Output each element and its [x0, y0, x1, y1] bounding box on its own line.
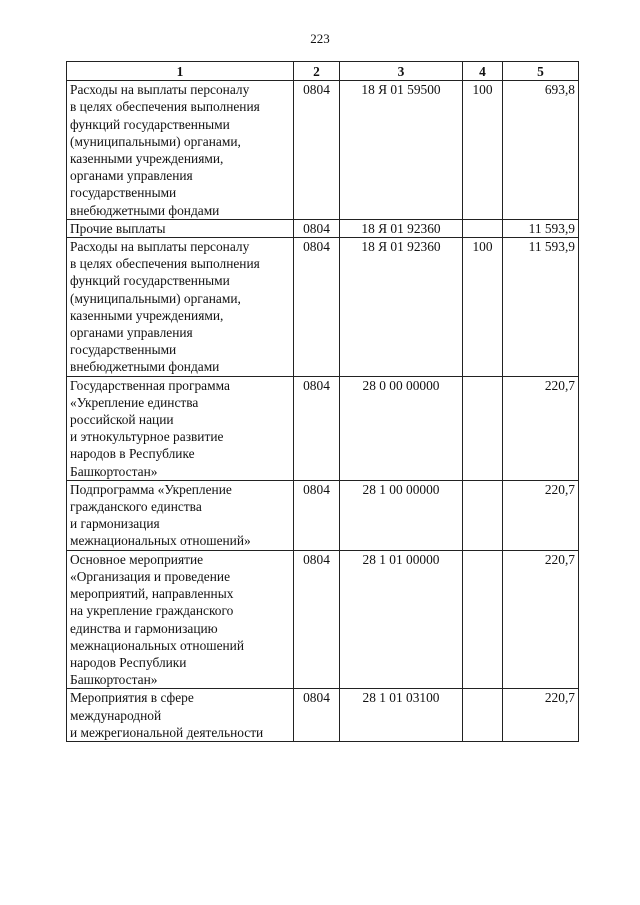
row-amount: 693,8: [503, 81, 579, 220]
row-name-line: мероприятий, направленных: [70, 586, 234, 602]
header-col-3: 3: [340, 62, 463, 81]
row-name: [67, 689, 294, 742]
row-name-line: казенными учреждениями,: [70, 151, 224, 167]
row-name-line: единства и гармонизацию: [70, 620, 218, 636]
page-number: 223: [310, 31, 330, 46]
row-name-line: (муниципальными) органами,: [70, 290, 241, 306]
row-name-line: функций государственными: [70, 273, 230, 289]
table-row: [67, 376, 579, 480]
row-name-line: Мероприятия в сфере: [70, 690, 194, 706]
row-name-line: и межрегиональной деятельности: [70, 724, 264, 740]
row-name-line: межнациональных отношений: [70, 637, 245, 653]
row-amount: 220,7: [503, 376, 579, 480]
row-section: 0804: [294, 376, 340, 480]
row-name-line: органами управления: [70, 325, 193, 341]
row-section: 0804: [294, 219, 340, 237]
row-target-code: 28 0 00 00000: [340, 376, 463, 480]
header-col-4: 4: [463, 62, 503, 81]
row-expense-type: [463, 480, 503, 550]
row-name-line: Башкортостан»: [70, 672, 158, 688]
row-name-line: внебюджетными фондами: [70, 202, 220, 218]
row-name-line: «Укрепление единства: [70, 394, 199, 410]
row-name: [67, 81, 294, 220]
row-target-code: 28 1 01 00000: [340, 550, 463, 689]
row-target-code: 18 Я 01 59500: [340, 81, 463, 220]
row-section: 0804: [294, 689, 340, 742]
row-section: 0804: [294, 480, 340, 550]
row-name: [67, 480, 294, 550]
row-expense-type: [463, 689, 503, 742]
row-name-line: «Организация и проведение: [70, 568, 231, 584]
header-col-5: 5: [503, 62, 579, 81]
row-target-code: 28 1 01 03100: [340, 689, 463, 742]
row-name-line: органами управления: [70, 168, 193, 184]
row-name-line: казенными учреждениями,: [70, 307, 224, 323]
row-name-line: народов Республики: [70, 654, 187, 670]
row-section: 0804: [294, 238, 340, 377]
row-name-line: (муниципальными) органами,: [70, 133, 241, 149]
row-name-line: народов в Республике: [70, 446, 195, 462]
row-amount: 220,7: [503, 550, 579, 689]
table-row: [67, 550, 579, 689]
row-name-line: государственными: [70, 185, 177, 201]
row-name: [67, 219, 294, 237]
row-name-line: Подпрограмма «Укрепление: [70, 481, 232, 497]
row-amount: 220,7: [503, 480, 579, 550]
row-name-line: и этнокультурное развитие: [70, 429, 224, 445]
row-amount: 11 593,9: [503, 219, 579, 237]
row-expense-type: 100: [463, 81, 503, 220]
row-name-line: гражданского единства: [70, 499, 202, 515]
row-name-line: Основное мероприятие: [70, 551, 204, 567]
row-expense-type: [463, 376, 503, 480]
row-section: 0804: [294, 550, 340, 689]
row-name: [67, 376, 294, 480]
row-target-code: 28 1 00 00000: [340, 480, 463, 550]
table-row: [67, 689, 579, 742]
row-name-line: межнациональных отношений»: [70, 533, 251, 549]
row-name-line: российской нации: [70, 412, 174, 428]
budget-table: [66, 61, 579, 742]
table-row: [67, 81, 579, 220]
row-name-line: функций государственными: [70, 116, 230, 132]
row-name-line: Расходы на выплаты персоналу: [70, 82, 250, 98]
row-name-line: в целях обеспечения выполнения: [70, 256, 260, 272]
row-section: 0804: [294, 81, 340, 220]
row-name-line: Расходы на выплаты персоналу: [70, 239, 250, 255]
row-name-line: в целях обеспечения выполнения: [70, 99, 260, 115]
table-row: [67, 480, 579, 550]
row-name-line: и гармонизация: [70, 516, 160, 532]
table-header: [67, 62, 579, 81]
row-name-line: Прочие выплаты: [70, 220, 166, 236]
row-name-line: на укрепление гражданского: [70, 603, 234, 619]
table-row: [67, 219, 579, 237]
row-name-line: внебюджетными фондами: [70, 359, 220, 375]
table-row: [67, 238, 579, 377]
row-expense-type: [463, 219, 503, 237]
row-name-line: Государственная программа: [70, 377, 230, 393]
row-expense-type: 100: [463, 238, 503, 377]
header-col-2: 2: [294, 62, 340, 81]
row-target-code: 18 Я 01 92360: [340, 219, 463, 237]
table-body: [67, 81, 579, 742]
header-col-1: 1: [67, 62, 294, 81]
row-target-code: 18 Я 01 92360: [340, 238, 463, 377]
row-expense-type: [463, 550, 503, 689]
header-row: [67, 62, 579, 81]
row-name-line: Башкортостан»: [70, 463, 158, 479]
row-amount: 220,7: [503, 689, 579, 742]
row-name: [67, 550, 294, 689]
row-name: [67, 238, 294, 377]
row-name-line: международной: [70, 707, 162, 723]
row-name-line: государственными: [70, 342, 177, 358]
row-amount: 11 593,9: [503, 238, 579, 377]
